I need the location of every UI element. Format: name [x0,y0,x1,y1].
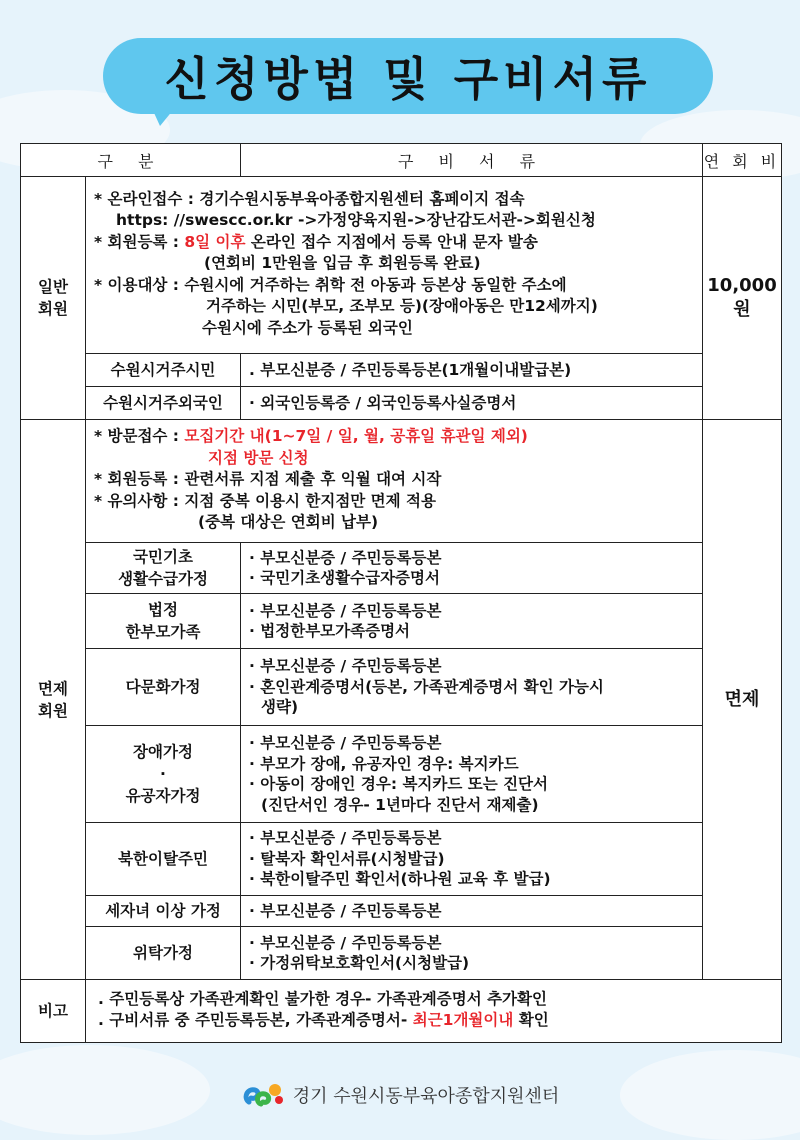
general-note [94,232,696,254]
footer [0,1075,800,1115]
fee-unit: 원 [733,299,751,320]
row-label [86,823,241,896]
row-docs [241,927,703,980]
row-docs: · 외국인등록증 / 외국인등록사실증명서 [241,387,703,420]
row-docs [241,896,703,927]
exempt-fee: 면제 [703,420,782,980]
general-label-line2: 회원 [38,300,68,318]
row-label-line: 위탁가정 [133,944,193,962]
row-label-line: 법정 [148,601,178,619]
row-label-line: 세자녀 이상 가정 [105,902,221,920]
general-notes [86,177,703,354]
general-label-line1: 일반 [38,278,68,296]
row-label [86,726,241,823]
exempt-note: * 유의사항 : 지점 중복 이용시 한지점만 면제 적용 [94,491,436,510]
doc-line: · 부모신분증 / 주민등록등본 [249,901,442,920]
general-note: (연회비 1만원을 입금 후 회원등록 완료) [204,254,481,273]
row-docs [241,726,703,823]
row-label [86,543,241,594]
row-label-line: 북한이탈주민 [118,850,208,868]
doc-line: · 국민기초생활수급자증명서 [249,569,440,587]
exempt-note [94,426,696,448]
title-bubble [103,38,713,114]
row-label-line: 국민기초 [133,548,193,566]
row-label [86,649,241,726]
doc-line: · 부모가 장애, 유공자인 경우: 복지카드 [249,754,519,773]
row-label-line: · [160,765,166,783]
doc-line: · 가정위탁보호확인서(시청발급) [249,954,470,972]
exempt-label-line2: 회원 [38,701,68,720]
row-label-line: 장애가정 [133,743,193,761]
table-row [21,354,782,387]
row-docs [241,649,703,726]
exempt-notes-row [21,420,782,543]
general-note: * 이용대상 : 수원시에 거주하는 취학 전 아동과 등본상 동일한 주소에 [94,275,567,294]
row-label-line: 한부모가족 [125,623,201,641]
row-label [86,896,241,927]
doc-line: · 부모신분증 / 주민등록등본 [249,601,442,620]
highlight-text: 최근1개월이내 [412,1011,514,1029]
header-category: 구 분 [21,144,241,177]
row-label: 수원시거주시민 [86,354,241,387]
row-label [86,594,241,649]
website-url: https: //swescc.or.kr ->가정양육지원->장난감도서관->회원신청 [116,211,596,230]
organization-name: 경기 수원시동부육아종합지원센터 [292,1086,560,1107]
header-documents: 구 비 서 류 [241,144,703,177]
exempt-member-label [21,420,86,980]
doc-line: · 아동이 장애인 경우: 복지카드 또는 진단서 [249,775,549,793]
row-label-line: 생활수급가정 [118,570,208,588]
row-docs [241,594,703,649]
row-docs [241,823,703,896]
doc-line: · 부모신분증 / 주민등록등본 [249,657,442,676]
row-label-line: 다문화가정 [125,678,201,696]
remarks-line [98,1010,775,1032]
general-note: 수원시에 주소가 등록된 외국인 [202,318,413,337]
general-notes-row [21,177,782,354]
doc-line: · 부모신분증 / 주민등록등본 [249,734,442,752]
exempt-note: * 회원등록 : 관련서류 지점 제출 후 익월 대여 시작 [94,470,442,489]
general-note-text: 온라인 접수 지점에서 등록 안내 문자 발송 [245,232,538,251]
row-docs [241,543,703,594]
general-fee [703,177,782,420]
organization-logo-icon [241,1080,287,1110]
table-row [21,543,782,594]
header-fee: 연 회 비 [703,144,782,177]
doc-line: · 북한이탈주민 확인서(하나원 교육 후 발급) [249,870,551,889]
general-member-label [21,177,86,420]
header-row [21,144,782,177]
general-note: 거주하는 시민(부모, 조부모 등)(장애아동은 만12세까지) [206,297,598,316]
doc-line: 생략) [261,698,299,717]
page-title: 신청방법 및 구비서류 [164,52,652,106]
table-row [21,594,782,649]
row-label: 수원시거주외국인 [86,387,241,420]
general-note: * 온라인접수 : 경기수원시동부육아종합지원센터 홈페이지 접속 [94,189,525,208]
doc-line: · 부모신분증 / 주민등록등본 [249,829,442,848]
remarks-text: 확인 [513,1011,549,1029]
table-row [21,823,782,896]
doc-line: · 부모신분증 / 주민등록등본 [249,548,442,567]
doc-line: · 혼인관계증명서(등본, 가족관계증명서 확인 가능시 [249,677,604,696]
requirements-table [20,143,782,1043]
doc-line: (진단서인 경우- 1년마다 진단서 재제출) [261,795,539,814]
table-row [21,649,782,726]
remarks-content [86,980,782,1043]
fee-amount: 10,000 [707,275,777,296]
doc-line: · 부모신분증 / 주민등록등본 [249,933,442,952]
exempt-label-line1: 면제 [38,679,68,698]
exempt-note: (중복 대상은 연회비 납부) [198,513,379,532]
highlight-text: 모집기간 내(1~7일 / 일, 월, 공휴일 휴관일 제외) [184,427,528,446]
remarks-line: . 주민등록상 가족관계확인 불가한 경우- 가족관계증명서 추가확인 [98,989,547,1008]
table-row [21,927,782,980]
remarks-label: 비고 [21,980,86,1043]
remarks-row [21,980,782,1043]
remarks-text: . 구비서류 중 주민등록등본, 가족관계증명서- [98,1011,413,1029]
exempt-note-text: * 방문접수 : [94,427,185,446]
row-label-line: 유공자가정 [125,787,201,805]
doc-line: · 탈북자 확인서류(시청발급) [249,849,445,868]
exempt-notes [86,420,703,543]
table-row [21,726,782,823]
row-docs: . 부모신분증 / 주민등록등본(1개월이내발급본) [241,354,703,387]
highlight-text: 8일 이후 [184,232,246,251]
general-note-text: * 회원등록 : [94,232,185,251]
doc-line: · 법정한부모가족증명서 [249,622,411,640]
table-row [21,387,782,420]
row-label [86,927,241,980]
table-row [21,896,782,927]
exempt-note: 지점 방문 신청 [208,448,309,467]
